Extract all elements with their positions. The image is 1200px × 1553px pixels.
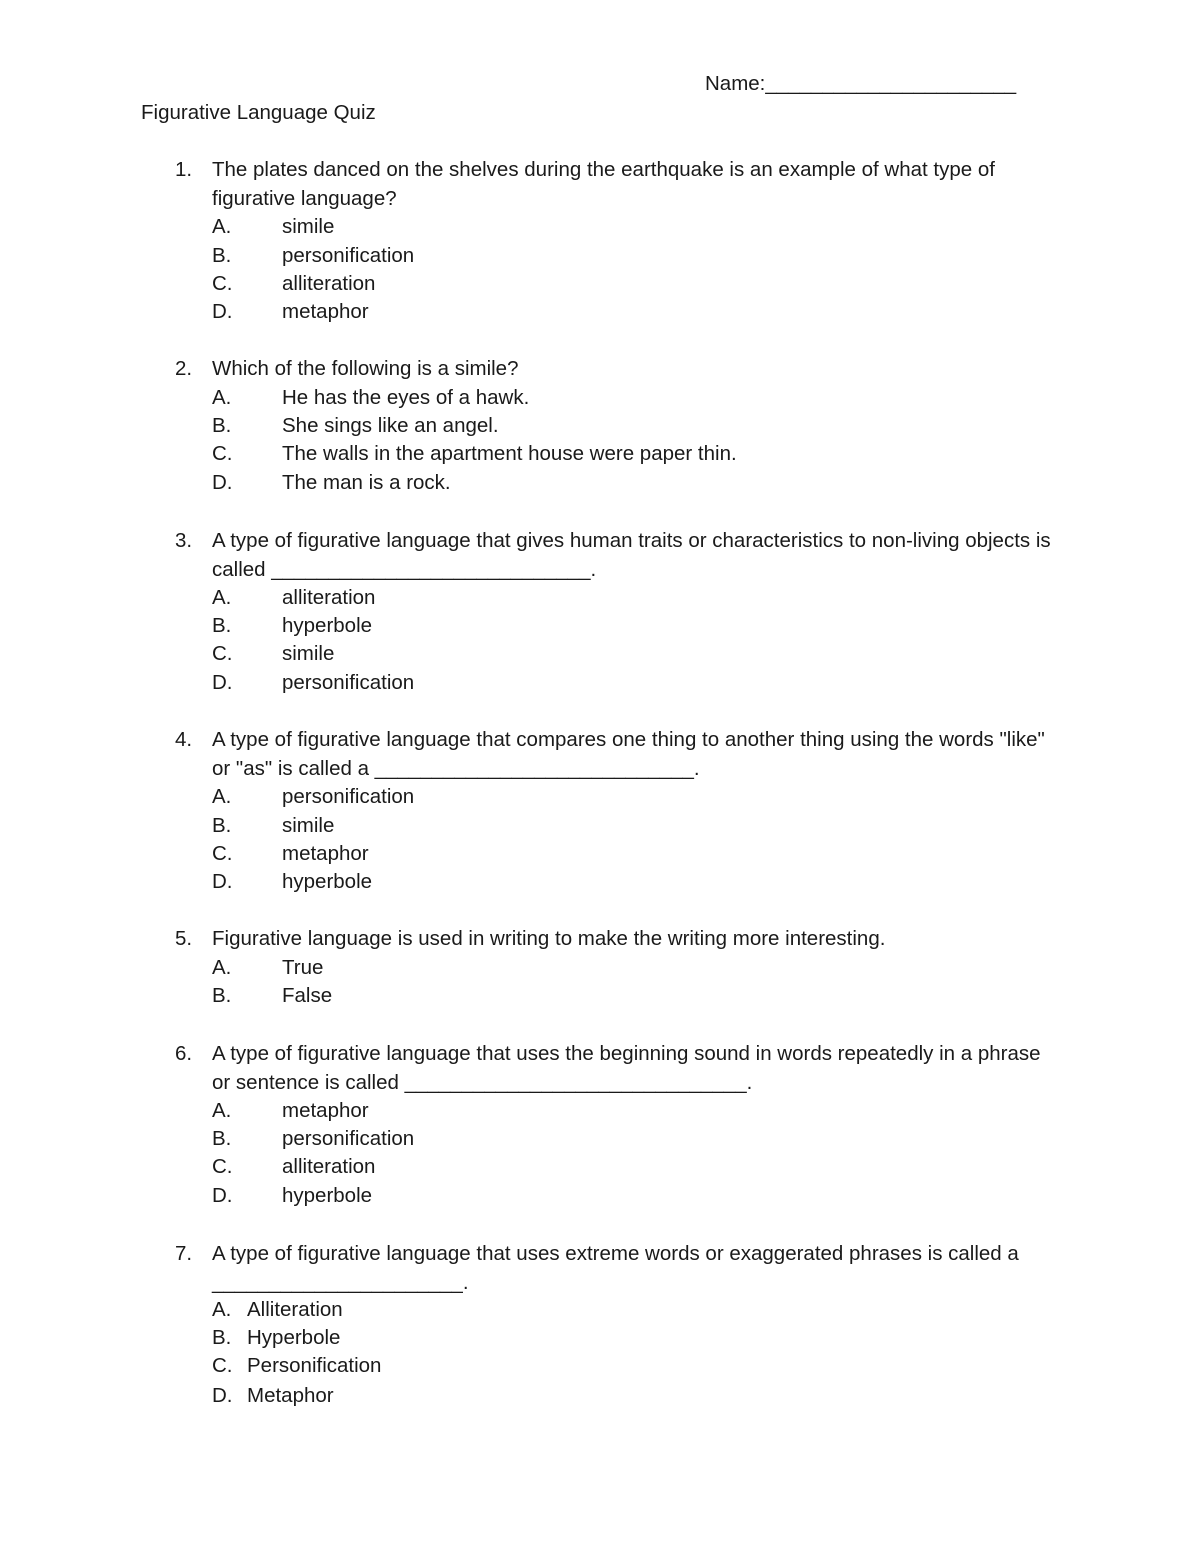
- option-letter: D.: [212, 870, 233, 893]
- option-text: personification: [282, 785, 415, 808]
- option-text: personification: [282, 1127, 415, 1150]
- option-text: metaphor: [282, 300, 369, 323]
- question-number: 6.: [175, 1042, 193, 1065]
- question-number: 5.: [175, 927, 193, 950]
- question-text: A type of figurative language that gives human traits or characteristics to non-living objects is called ____________________________.: [212, 529, 1051, 581]
- option-text: False: [282, 984, 333, 1007]
- option-letter: C.: [212, 1155, 233, 1178]
- option-a[interactable]: [212, 384, 529, 413]
- option-b[interactable]: [212, 1125, 414, 1154]
- option-letter: B.: [212, 414, 232, 437]
- option-letter: A.: [212, 215, 232, 238]
- option-letter: B.: [212, 1127, 232, 1150]
- option-text: personification: [282, 244, 415, 267]
- option-text: alliteration: [282, 272, 376, 295]
- question-text: A type of figurative language that compares one thing to another thing using the words "like" or "as" is called a ____________________________.: [212, 728, 1045, 780]
- option-text: simile: [282, 642, 335, 665]
- option-d[interactable]: [212, 1382, 334, 1411]
- option-letter: A.: [212, 1099, 232, 1122]
- option-letter: A.: [212, 785, 232, 808]
- option-letter: C.: [212, 1354, 233, 1377]
- option-text: True: [282, 956, 324, 979]
- option-letter: C.: [212, 442, 233, 465]
- option-text: Personification: [247, 1354, 382, 1377]
- option-c[interactable]: [212, 270, 375, 299]
- option-a[interactable]: [212, 213, 334, 242]
- option-letter: C.: [212, 642, 233, 665]
- option-c[interactable]: [212, 440, 737, 469]
- option-letter: A.: [212, 1298, 232, 1321]
- option-letter: D.: [212, 671, 233, 694]
- option-text: personification: [282, 671, 415, 694]
- option-text: metaphor: [282, 842, 369, 865]
- page-title: Figurative Language Quiz: [141, 101, 376, 124]
- option-text: metaphor: [282, 1099, 369, 1122]
- option-letter: B.: [212, 1326, 232, 1349]
- option-c[interactable]: [212, 1352, 381, 1381]
- option-c[interactable]: [212, 1153, 375, 1182]
- option-text: alliteration: [282, 1155, 376, 1178]
- option-letter: D.: [212, 300, 233, 323]
- option-letter: A.: [212, 586, 232, 609]
- option-text: simile: [282, 215, 335, 238]
- option-text: The walls in the apartment house were paper thin.: [282, 442, 737, 465]
- question-text: A type of figurative language that uses the beginning sound in words repeatedly in a phrase or sentence is called ______________________________.: [212, 1042, 1041, 1094]
- option-c[interactable]: [212, 640, 334, 669]
- option-letter: C.: [212, 842, 233, 865]
- option-a[interactable]: [212, 783, 414, 812]
- question-text: Figurative language is used in writing to make the writing more interesting.: [212, 927, 886, 950]
- option-b[interactable]: [212, 612, 372, 641]
- option-letter: D.: [212, 1384, 233, 1407]
- option-a[interactable]: [212, 954, 323, 983]
- question-number: 1.: [175, 158, 193, 181]
- option-a[interactable]: [212, 584, 375, 613]
- option-text: He has the eyes of a hawk.: [282, 386, 530, 409]
- option-d[interactable]: [212, 469, 451, 498]
- option-d[interactable]: [212, 868, 372, 897]
- question-number: 3.: [175, 529, 193, 552]
- option-letter: C.: [212, 272, 233, 295]
- option-b[interactable]: [212, 982, 332, 1011]
- option-letter: B.: [212, 614, 232, 637]
- question-text: A type of figurative language that uses extreme words or exaggerated phrases is called a ______________________.: [212, 1242, 1019, 1294]
- option-letter: B.: [212, 984, 232, 1007]
- option-d[interactable]: [212, 298, 369, 327]
- question-number: 7.: [175, 1242, 193, 1265]
- option-text: The man is a rock.: [282, 471, 451, 494]
- question-number: 4.: [175, 728, 193, 751]
- option-letter: B.: [212, 814, 232, 837]
- option-text: hyperbole: [282, 870, 373, 893]
- option-text: hyperbole: [282, 614, 373, 637]
- option-letter: D.: [212, 1184, 233, 1207]
- name-field[interactable]: Name:______________________: [705, 72, 1017, 95]
- question-text: The plates danced on the shelves during the earthquake is an example of what type of figurative language?: [212, 158, 995, 210]
- option-text: simile: [282, 814, 335, 837]
- option-a[interactable]: [212, 1097, 369, 1126]
- option-text: She sings like an angel.: [282, 414, 499, 437]
- option-d[interactable]: [212, 669, 414, 698]
- option-letter: A.: [212, 956, 232, 979]
- option-text: Alliteration: [247, 1298, 343, 1321]
- option-letter: B.: [212, 244, 232, 267]
- option-b[interactable]: [212, 812, 334, 841]
- option-text: alliteration: [282, 586, 376, 609]
- question-text: Which of the following is a simile?: [212, 357, 519, 380]
- option-b[interactable]: [212, 1324, 340, 1353]
- option-letter: D.: [212, 471, 233, 494]
- option-b[interactable]: [212, 242, 414, 271]
- option-text: Metaphor: [247, 1384, 334, 1407]
- option-c[interactable]: [212, 840, 369, 869]
- option-letter: A.: [212, 386, 232, 409]
- option-b[interactable]: [212, 412, 499, 441]
- option-text: hyperbole: [282, 1184, 373, 1207]
- option-text: Hyperbole: [247, 1326, 341, 1349]
- question-number: 2.: [175, 357, 193, 380]
- option-a[interactable]: [212, 1296, 343, 1325]
- option-d[interactable]: [212, 1182, 372, 1211]
